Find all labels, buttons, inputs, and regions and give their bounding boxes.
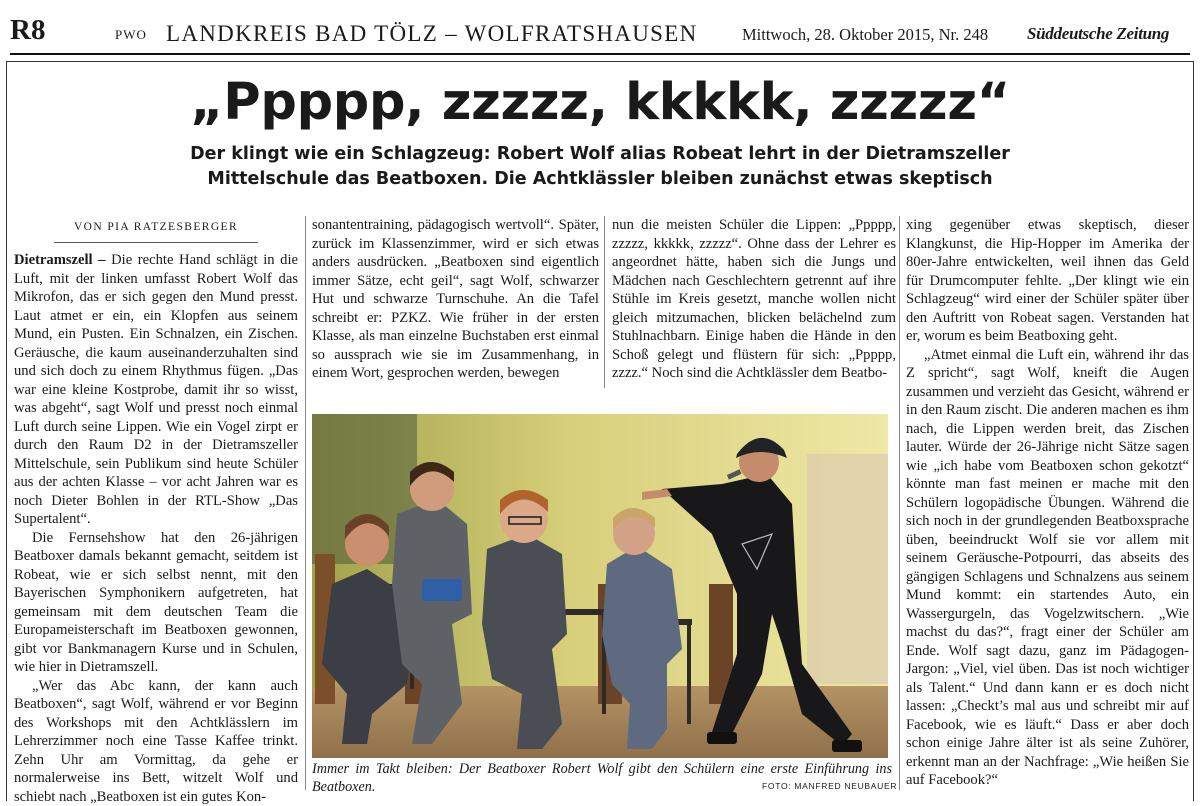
article-photo xyxy=(312,414,888,758)
beatbox-workshop-photo xyxy=(312,414,888,758)
section-title: LANDKREIS BAD TÖLZ – WOLFRATSHAUSEN xyxy=(166,20,698,48)
column-divider xyxy=(604,216,605,388)
paragraph-text: Die rechte Hand schlägt in die Luft, mit der linken umfasst Robert Wolf das Mikrofon, das er sich gegen den Mund presst. Laut atmet er ein, ein Klopfen aus seinem Mund, ein Pusten. Ein Schnalzen, ein Zischen. Geräusche, die kaum auseinanderzuhalten sind und sich doch zu einem Rhythmus fügen. „Das war eine kleine Kostprobe, damit ihr so wisst, was abgeht“, sagt Wolf und presst noch einmal Luft durch seine Lippen. Wie ein Vogel zirpt er durch den Raum D2 in der Dietramszeller Mittelschule, sein Publikum sind heute Schüler aus der achten Klasse – vor acht Jahren war es noch Dieter Bohlen in der RTL-Show „Das Supertalent“. xyxy=(14,252,298,527)
byline-rule xyxy=(54,242,258,243)
article-column-2 xyxy=(312,216,599,386)
paragraph: xing gegenüber etwas skeptisch, dieser Klangkunst, die Hip-Hopper im Amerika der 80er-Jahre entwickelten, weil ihnen das Geld für Drumcomputer fehlte. „Der klingt wie ein Schlagzeug“ wird einer der Schüler später über den Auftritt von Robeat sagen. Verstanden hat er, worum es beim Beatboxing geht. xyxy=(906,216,1189,346)
paragraph xyxy=(14,251,298,529)
paragraph: „Atmet einmal die Luft ein, während ihr das Z spricht“, sagt Wolf, kneift die Augen zusammen und verzieht das Gesicht, während er in den Raum zischt. Die anderen machen es ihm nach, die Lippen werden breit, das Zischen lauter. Würde der 26-Jährige nicht Sätze sagen wie „ich habe vom Beatboxen schon gekotzt“ könnte man fast meinen er mache mit den Schülern logopädische Übungen. Während die sich noch in der grundlegenden Beatboxsprache üben, beeindruckt Wolf sie vor allem mit seinem Geräusche-Potpourri, das abseits des gängigen Schlagens und Schnalzens aus seinem Mund kommt: ein startendes Auto, ein Wassergurgeln, das Vogelzwitschern. „Wie machst du das?“, fragt einer der Schüler am Ende. Wolf sagt dazu, ganz im Pädagogen-Jargon: „Viel, viel üben. Das ist noch wichtiger als Talent.“ Und dann kann er es doch nicht lassen: „Checkt’s mal aus und schreibt mir auf Facebook, wie es läuft.“ Dass er aber doch schon einige Jahre älter ist als seine Zuhörer, erkennt man an der Nachfrage: „Wie heißen Sie auf Facebook?“ xyxy=(906,346,1189,790)
dateline: Dietramszell – xyxy=(14,252,106,268)
edition-code: PWO xyxy=(115,27,147,43)
paragraph: nun die meisten Schüler die Lippen: „Ppppp, zzzzz, kkkkk, zzzzz“. Ohne dass der Lehrer es angeordnet hätte, haben sich die Jungs und Mädchen nach Geschlechtern getrennt auf ihre Stühle im Kreis gesetzt, manche wollen nicht gleich mitzumachen, blicken belächelnd zum Stuhlnachbarn. Einige haben die Hände in den Schoß gelegt und flüstern für sich: „Ppppp, zzzz.“ Noch sind die Achtklässler dem Beatbo- xyxy=(612,216,896,383)
column-divider xyxy=(899,216,900,790)
page-header xyxy=(0,0,1200,56)
paragraph: sonantentraining, pädagogisch wertvoll“. Später, zurück im Klassenzimmer, wird er sich etwas anders ausdrücken. „Beatboxen sind eigentlich immer Sätze, echt geil“, sagt Wolf, schwarzer Hut und schwarze Turnschuhe. An die Tafel schreibt er: PZKZ. Wie früher in der ersten Klasse, als man einzelne Buchstaben erst einmal so aussprach wie sie im Zusammenhang, in einem Wort, gesprochen werden, bewegen xyxy=(312,216,599,383)
newspaper-logo: Süddeutsche Zeitung xyxy=(1027,23,1169,45)
article-subhead xyxy=(180,142,1020,192)
paragraph: Die Fernsehshow hat den 26-jährigen Beatboxer damals bekannt gemacht, seitdem ist Robeat, wie er sich selbst nennt, mit den Bayerischen Symphonikern aufgetreten, hat gemeinsam mit dem deutschen Team die Europameisterschaft im Beatboxen gewonnen, gibt vor Bankmanagern Kurse und in Schulen, wie hier in Dietramszell. xyxy=(14,529,298,677)
photo-credit: FOTO: MANFRED NEUBAUER xyxy=(762,781,897,791)
column-divider xyxy=(305,216,306,790)
caption-text: Immer im Takt bleiben: Der Beatboxer Robert Wolf gibt den Schülern eine erste Einführung ins Beatboxen. xyxy=(312,761,892,795)
page-number: R8 xyxy=(10,14,45,46)
paragraph: „Wer das Abc kann, der kann auch Beatboxen“, sagt Wolf, während er vor Beginn des Workshops mit den Achtklässlern im Lehrerzimmer noch eine Tasse Kaffee trinkt. Zehn Uhr am Vormittag, da gehe er normalerweise ins Bett, witzelt Wolf und schiebt nach „Beatboxen ist ein gutes Kon- xyxy=(14,677,298,806)
issue-date: Mittwoch, 28. Oktober 2015, Nr. 248 xyxy=(742,24,988,46)
article-frame-top xyxy=(6,61,1194,62)
article-frame-right xyxy=(1193,61,1194,801)
header-rule xyxy=(10,53,1190,55)
article-column-4 xyxy=(906,216,1189,801)
byline: VON PIA RATZESBERGER xyxy=(14,221,298,233)
subhead-line-1: Der klingt wie ein Schlagzeug: Robert Wolf alias Robeat lehrt in der Dietramszeller xyxy=(180,142,1020,167)
article-headline: „Ppppp, zzzzz, kkkkk, zzzzz“ xyxy=(0,72,1200,134)
article-column-3 xyxy=(612,216,896,386)
subhead-line-2: Mittelschule das Beatboxen. Die Achtklässler bleiben zunächst etwas skeptisch xyxy=(180,167,1020,192)
article-frame-left xyxy=(6,61,7,801)
article-column-1 xyxy=(14,251,298,787)
